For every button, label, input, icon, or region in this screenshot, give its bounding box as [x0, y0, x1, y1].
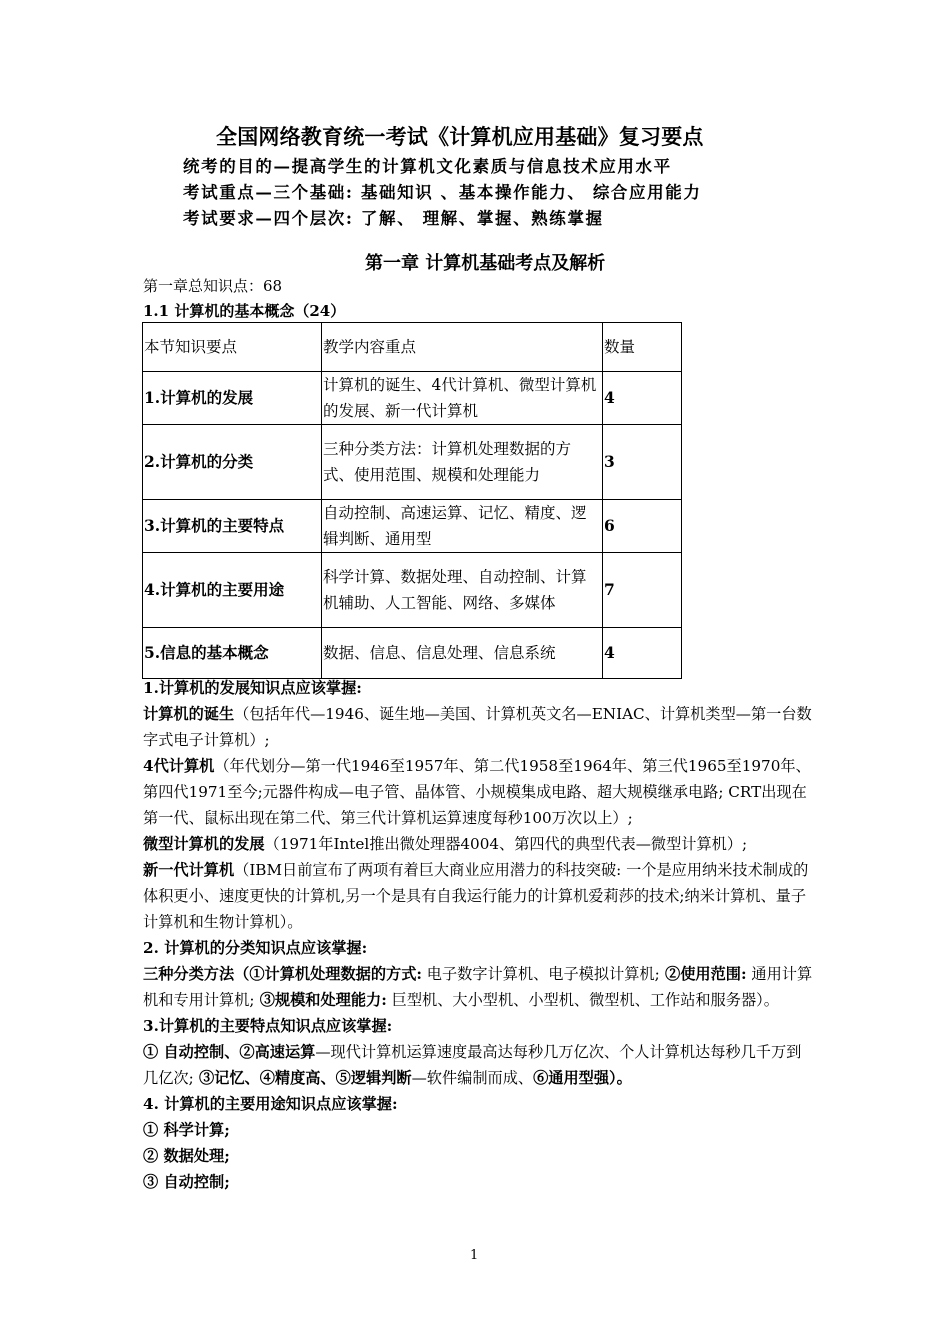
row-content: 计算机的诞生、4代计算机、微型计算机的发展、新一代计算机	[322, 372, 603, 425]
table-row	[143, 553, 682, 628]
term-desc: —软件编制而成、	[411, 1069, 534, 1087]
list-item: ① 科学计算;	[143, 1121, 230, 1139]
section-heading: 4. 计算机的主要用途知识点应该掌握:	[143, 1095, 398, 1113]
section-heading: 3.计算机的主要特点知识点应该掌握:	[143, 1017, 393, 1035]
header-content: 教学内容重点	[322, 323, 603, 372]
row-count: 7	[603, 553, 682, 628]
table-row	[143, 500, 682, 553]
term-desc: （包括年代—1946、诞生地—美国、计算机英文名—ENIAC、计算机类型—第一台数字式电子计算机）;	[143, 705, 812, 749]
term: 4代计算机	[143, 757, 215, 775]
section-heading: 2. 计算机的分类知识点应该掌握:	[143, 939, 368, 957]
paragraph	[143, 753, 813, 831]
term: ③记忆、④精度高、⑤逻辑判断	[193, 1069, 412, 1087]
table-row	[143, 425, 682, 500]
row-point: 3.计算机的主要特点	[143, 500, 322, 553]
term-desc: 电子数字计算机、电子模拟计算机;	[421, 965, 660, 983]
chapter-title: 第一章 计算机基础考点及解析	[365, 253, 606, 274]
row-point: 4.计算机的主要用途	[143, 553, 322, 628]
row-point: 5.信息的基本概念	[143, 628, 322, 679]
term-desc: —现代计算机运算速度最高达每秒几万亿次、个人计算机达每秒几千万到几亿次;	[143, 1043, 802, 1087]
header-point: 本节知识要点	[143, 323, 322, 372]
table-header-row	[143, 323, 682, 372]
row-content: 科学计算、数据处理、自动控制、计算机辅助、人工智能、网络、多媒体	[322, 553, 603, 628]
table-row	[143, 372, 682, 425]
term-desc: （IBM日前宣布了两项有着巨大商业应用潜力的科技突破: 一个是应用纳米技术制成的体积更小、速度更快的计算机,另一个是具有自我运行能力的计算机爱莉莎的技术;纳米计算机、量子计算机和生物计算机）。	[143, 861, 809, 931]
list-item: ③ 自动控制;	[143, 1173, 230, 1191]
row-content: 数据、信息、信息处理、信息系统	[322, 628, 603, 679]
row-content: 三种分类方法：计算机处理数据的方式、使用范围、规模和处理能力	[322, 425, 603, 500]
knowledge-table	[142, 322, 682, 679]
intro-line-focus: 考试重点—三个基础: 基础知识 、基本操作能力、 综合应用能力	[183, 183, 702, 202]
header-count: 数量	[603, 323, 682, 372]
paragraph	[143, 961, 813, 1013]
row-point: 1.计算机的发展	[143, 372, 322, 425]
term: ① 自动控制、②高速运算	[143, 1043, 316, 1061]
term: ⑥通用型强）。	[533, 1069, 632, 1087]
row-count: 4	[603, 372, 682, 425]
intro-line-purpose: 统考的目的—提高学生的计算机文化素质与信息技术应用水平	[183, 157, 672, 176]
section-title: 1.1 计算机的基本概念（24）	[143, 302, 346, 320]
section-heading: 1.计算机的发展知识点应该掌握:	[143, 679, 362, 697]
term: 三种分类方法（①计算机处理数据的方式:	[143, 965, 422, 983]
paragraph	[143, 831, 813, 857]
term: 微型计算机的发展	[143, 835, 265, 853]
table-row	[143, 628, 682, 679]
content-body	[143, 675, 813, 1195]
term-desc: 巨型机、大小型机、小型机、微型机、工作站和服务器）。	[386, 991, 779, 1009]
row-count: 3	[603, 425, 682, 500]
row-point: 2.计算机的分类	[143, 425, 322, 500]
term-desc: （年代划分—第一代1946至1957年、第二代1958至1964年、第三代1965至1970年、第四代1971至今;元器件构成—电子管、晶体管、小规模集成电路、超大规模继承电路; CRT出现在第一代、鼠标出现在第二代、第三代计算机运算速度每秒100万次以上）;	[143, 757, 811, 827]
term: ②使用范围:	[659, 965, 747, 983]
document-title: 全国网络教育统一考试《计算机应用基础》复习要点	[216, 124, 704, 149]
page-number: 1	[470, 1248, 479, 1263]
list-item: ② 数据处理;	[143, 1147, 230, 1165]
term: 新一代计算机	[143, 861, 235, 879]
term: ③规模和处理能力:	[254, 991, 387, 1009]
row-count: 4	[603, 628, 682, 679]
intro-line-requirement: 考试要求—四个层次: 了解、 理解、掌握、熟练掌握	[183, 209, 604, 228]
row-content: 自动控制、高速运算、记忆、精度、逻辑判断、通用型	[322, 500, 603, 553]
paragraph	[143, 1039, 813, 1091]
term-desc: 通用计算机和专用计算机;	[143, 965, 813, 1009]
paragraph	[143, 857, 813, 935]
paragraph	[143, 701, 813, 753]
chapter-total: 第一章总知识点：68	[143, 277, 283, 295]
term: 计算机的诞生	[143, 705, 235, 723]
row-count: 6	[603, 500, 682, 553]
term-desc: （1971年Intel推出微处理器4004、第四代的典型代表—微型计算机）;	[264, 835, 748, 853]
